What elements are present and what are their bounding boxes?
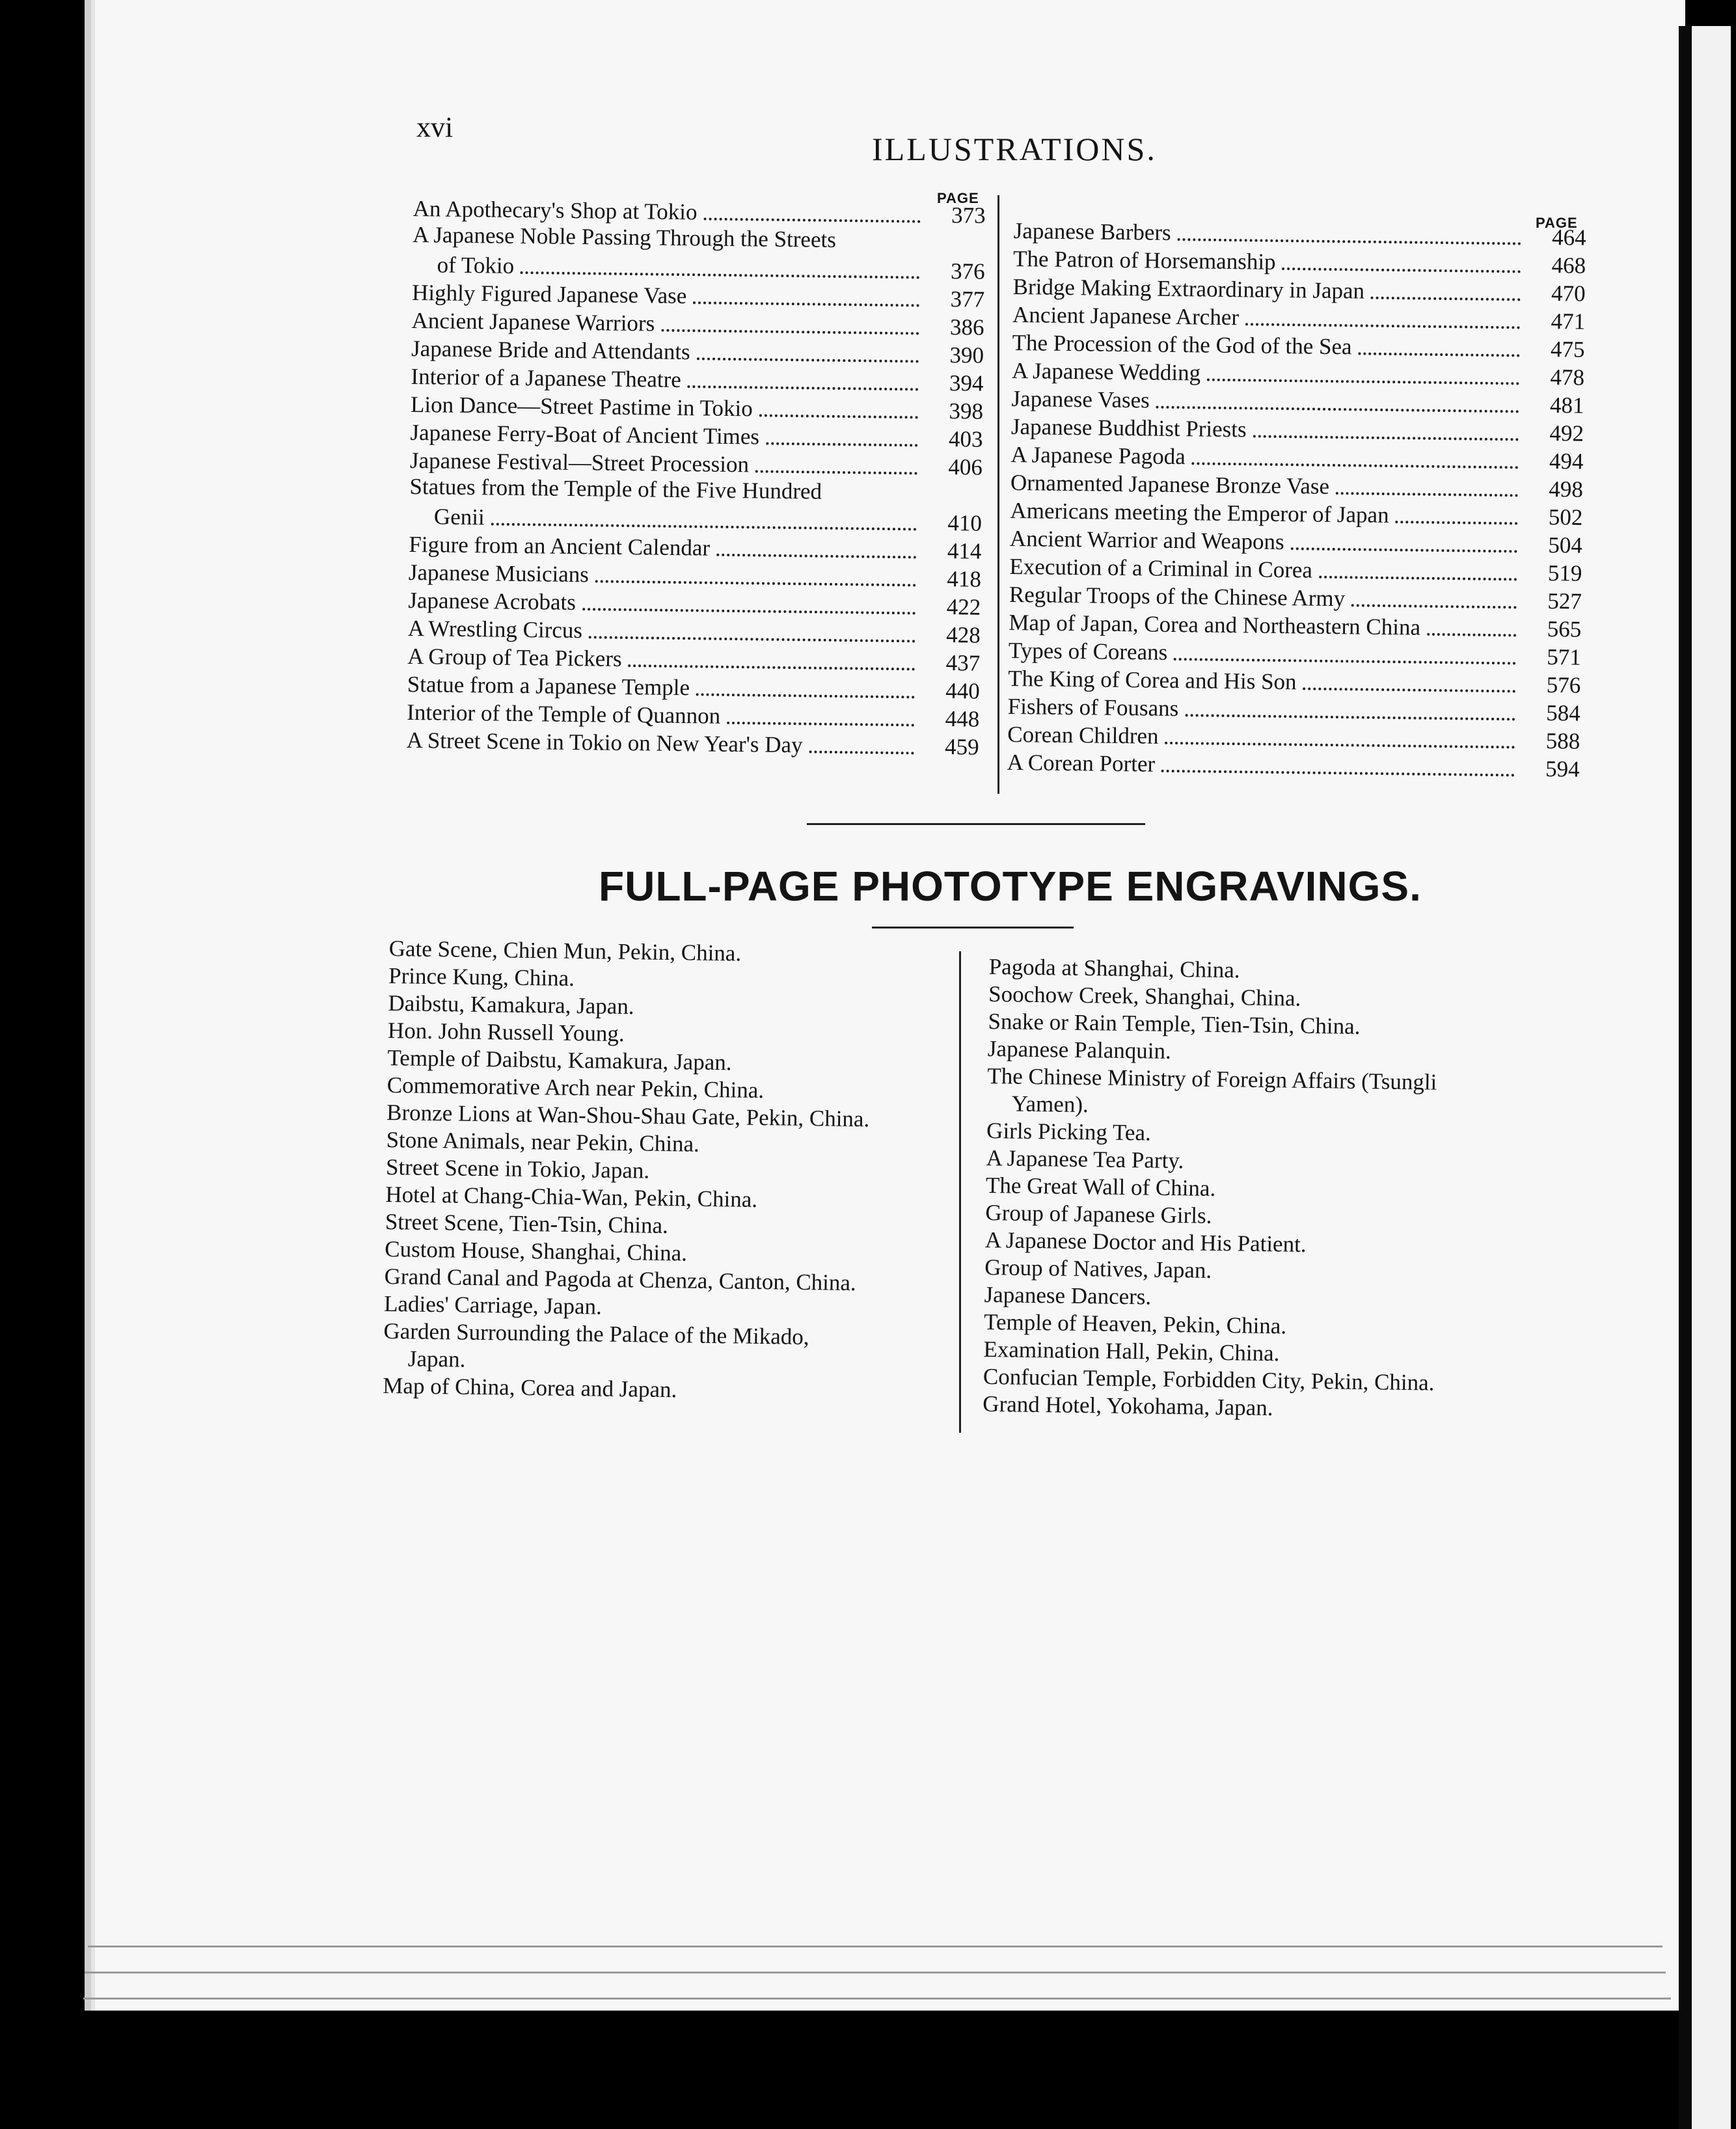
illustration-title: Lion Dance—Street Pastime in Tokio xyxy=(410,391,753,422)
dot-leader xyxy=(688,385,919,390)
illustration-title: A Japanese Wedding xyxy=(1011,357,1201,386)
illustration-title: Americans meeting the Emperor of Japan xyxy=(1010,497,1389,528)
page-ref: 481 xyxy=(1549,392,1584,418)
next-page-edge xyxy=(1679,26,1731,2129)
page-ref: 492 xyxy=(1549,420,1584,446)
page-ref: 386 xyxy=(949,314,984,340)
illustration-title: Japanese Acrobats xyxy=(408,587,576,616)
page-ref: 403 xyxy=(948,426,983,452)
dot-leader xyxy=(1161,770,1515,777)
dot-leader xyxy=(1319,576,1517,581)
illustration-title: Japanese Buddhist Priests xyxy=(1010,413,1247,442)
page-ref: 373 xyxy=(951,202,986,228)
illustration-title: Statues from the Temple of the Five Hundred xyxy=(409,473,822,504)
dot-leader xyxy=(1245,323,1520,329)
page-ref: 390 xyxy=(949,342,984,368)
illustration-title: An Apothecary's Shop at Tokio xyxy=(413,195,698,225)
engraving-entry: Grand Hotel, Yokohama, Japan. xyxy=(983,1390,1273,1421)
page-ref: 428 xyxy=(946,622,981,648)
engraving-entry: Gate Scene, Chien Mun, Pekin, China. xyxy=(388,936,742,966)
engraving-entry: The Great Wall of China. xyxy=(985,1172,1216,1201)
illustration-title: A Wrestling Circus xyxy=(407,615,583,644)
page-column-label: PAGE xyxy=(937,190,979,206)
dot-leader xyxy=(759,414,918,419)
engraving-entry: A Japanese Doctor and His Patient. xyxy=(984,1227,1307,1257)
engraving-entry: Map of China, Corea and Japan. xyxy=(383,1372,677,1403)
illustration-title: Japanese Ferry-Boat of Ancient Times xyxy=(410,419,760,450)
illustration-title: A Japanese Pagoda xyxy=(1010,441,1186,470)
page-ref: 406 xyxy=(948,454,983,480)
page-ref: 471 xyxy=(1551,308,1586,334)
illustration-title: The King of Corea and His Son xyxy=(1008,665,1297,695)
page-ref: 576 xyxy=(1546,672,1581,698)
dot-leader xyxy=(716,554,916,559)
engraving-entry: Bronze Lions at Wan-Shou-Shau Gate, Pekin, China. xyxy=(386,1099,870,1132)
illustration-title: A Japanese Noble Passing Through the Streets xyxy=(412,221,837,252)
engraving-entry: Garden Surrounding the Palace of the Mikado, xyxy=(383,1318,809,1350)
page-ref: 414 xyxy=(947,538,982,564)
dot-leader xyxy=(521,271,920,278)
engraving-entry: Hon. John Russell Young. xyxy=(387,1017,625,1047)
illustration-title: Japanese Festival—Street Procession xyxy=(409,447,750,478)
page-number: xvi xyxy=(416,111,454,143)
illustration-title: The Procession of the God of the Sea xyxy=(1012,329,1352,360)
illustration-title: Types of Coreans xyxy=(1008,637,1168,665)
engraving-entry: A Japanese Tea Party. xyxy=(986,1145,1184,1174)
engraving-entry: Pagoda at Shanghai, China. xyxy=(988,954,1240,983)
dot-leader xyxy=(491,522,917,530)
illustration-title: Japanese Vases xyxy=(1011,385,1150,413)
dot-leader xyxy=(1358,352,1519,357)
illustration-title: Figure from an Ancient Calendar xyxy=(409,531,711,561)
illustration-title: Ancient Warrior and Weapons xyxy=(1009,525,1284,555)
illustration-title: Ancient Japanese Archer xyxy=(1012,301,1240,331)
page-ref: 410 xyxy=(947,510,983,536)
page-ref: 394 xyxy=(949,370,984,396)
dot-leader xyxy=(697,357,919,362)
illustration-title: A Corean Porter xyxy=(1007,749,1156,777)
illustration-title-cont: of Tokio xyxy=(437,252,515,278)
engraving-entry: Soochow Creek, Shanghai, China. xyxy=(988,981,1301,1011)
engraving-entry: Snake or Rain Temple, Tien-Tsin, China. xyxy=(988,1008,1361,1039)
engravings-heading: FULL-PAGE PHOTOTYPE ENGRAVINGS. xyxy=(599,863,1422,910)
dot-leader xyxy=(1336,492,1518,496)
page-ref: 475 xyxy=(1550,336,1585,362)
illustration-title: Highly Figured Japanese Vase xyxy=(411,279,687,309)
page-ref: 448 xyxy=(945,706,980,732)
dot-leader xyxy=(1427,633,1516,637)
illustration-title: A Street Scene in Tokio on New Year's Day xyxy=(406,727,803,758)
illustration-title: Bridge Making Extraordinary in Japan xyxy=(1012,273,1365,304)
dot-leader xyxy=(1371,297,1521,301)
page-ref: 422 xyxy=(946,594,981,620)
dot-leader xyxy=(1165,742,1515,749)
illustration-title: Fishers of Fousans xyxy=(1007,693,1179,722)
dot-leader xyxy=(1156,406,1519,413)
page-ref: 418 xyxy=(947,566,982,592)
page-edge-line xyxy=(85,1972,1666,1973)
dot-leader xyxy=(766,442,917,447)
illustration-title: Statue from a Japanese Temple xyxy=(407,671,690,701)
dot-leader xyxy=(1351,604,1517,608)
engraving-entry: Confucian Temple, Forbidden City, Pekin, China. xyxy=(983,1363,1435,1396)
dot-leader xyxy=(1174,658,1516,664)
page-ref: 468 xyxy=(1551,252,1586,278)
illustration-title: Japanese Bride and Attendants xyxy=(411,335,690,365)
engraving-entry: Street Scene in Tokio, Japan. xyxy=(385,1154,650,1184)
illustration-title-cont: Genii xyxy=(433,504,485,530)
page-ref: 494 xyxy=(1549,448,1584,474)
engraving-entry: Japan. xyxy=(407,1346,466,1372)
dot-leader xyxy=(595,580,916,586)
engraving-entry: Custom House, Shanghai, China. xyxy=(385,1236,688,1266)
dot-leader xyxy=(1185,714,1515,720)
engraving-entry: Girls Picking Tea. xyxy=(986,1117,1152,1146)
illustration-title: Ancient Japanese Warriors xyxy=(411,307,655,336)
page-ref: 527 xyxy=(1547,588,1582,614)
page-ref: 498 xyxy=(1549,476,1584,502)
illustration-title: The Patron of Horsemanship xyxy=(1012,245,1276,275)
section-rule xyxy=(807,823,1145,825)
dot-leader xyxy=(1290,547,1517,552)
page-ref: 584 xyxy=(1545,700,1580,726)
engraving-entry: Temple of Daibstu, Kamakura, Japan. xyxy=(387,1044,732,1076)
illustration-title: Japanese Musicians xyxy=(408,559,590,588)
illustration-title: Interior of a Japanese Theatre xyxy=(411,363,682,393)
engraving-entry: Examination Hall, Pekin, China. xyxy=(983,1336,1280,1366)
engraving-entry: Temple of Heaven, Pekin, China. xyxy=(983,1309,1287,1339)
page-ref: 464 xyxy=(1551,224,1586,251)
page-ref: 478 xyxy=(1550,364,1585,390)
page-ref: 376 xyxy=(950,258,985,284)
page-ref: 565 xyxy=(1547,616,1582,642)
column-divider xyxy=(997,195,999,794)
dot-leader xyxy=(628,664,915,670)
page-ref: 437 xyxy=(945,650,981,676)
dot-leader xyxy=(1192,462,1519,468)
dot-leader xyxy=(703,217,920,223)
engraving-entry: Daibstu, Kamakura, Japan. xyxy=(388,990,634,1020)
engraving-entry: Prince Kung, China. xyxy=(388,962,575,991)
engraving-entry: The Chinese Ministry of Foreign Affairs (Tsungli xyxy=(987,1063,1437,1095)
illustrations-list-left xyxy=(406,194,985,761)
engraving-entry: Stone Animals, near Pekin, China. xyxy=(386,1126,700,1157)
column-divider xyxy=(959,951,961,1433)
dot-leader xyxy=(1395,521,1517,524)
page-ref: 440 xyxy=(945,678,980,704)
illustration-title: A Group of Tea Pickers xyxy=(407,643,622,671)
dot-leader xyxy=(809,750,914,754)
page-ref: 519 xyxy=(1547,560,1582,586)
page-edge-line xyxy=(83,1998,1671,2000)
dot-leader xyxy=(661,329,919,335)
dot-leader xyxy=(727,722,914,727)
dot-leader xyxy=(696,693,915,698)
dot-leader xyxy=(1253,435,1519,441)
dot-leader xyxy=(589,636,915,642)
engraving-entry: Yamen). xyxy=(1011,1091,1089,1118)
engraving-entry: Grand Canal and Pagoda at Chenza, Canton, China. xyxy=(384,1263,856,1296)
engraving-entry: Commemorative Arch near Pekin, China. xyxy=(387,1072,765,1104)
page-ref: 398 xyxy=(949,398,984,424)
page-ref: 502 xyxy=(1548,504,1583,530)
illustration-title: Execution of a Criminal in Corea xyxy=(1009,553,1313,583)
engraving-entry: Street Scene, Tien-Tsin, China. xyxy=(385,1208,669,1239)
page-ref: 588 xyxy=(1545,728,1580,754)
dot-leader xyxy=(755,470,917,474)
engravings-list-left xyxy=(383,936,962,1408)
dot-leader xyxy=(1303,687,1515,692)
page-ref: 504 xyxy=(1548,532,1583,558)
dot-leader xyxy=(1178,238,1521,245)
page-ref: 470 xyxy=(1551,280,1586,306)
engraving-entry: Group of Japanese Girls. xyxy=(985,1199,1212,1228)
engraving-entry: Hotel at Chang-Chia-Wan, Pekin, China. xyxy=(385,1181,758,1212)
page-ref: 594 xyxy=(1545,756,1580,782)
illustration-title: Ornamented Japanese Bronze Vase xyxy=(1010,469,1330,499)
engraving-entry: Japanese Dancers. xyxy=(984,1281,1152,1310)
page-edge-line xyxy=(88,1946,1662,1947)
illustration-title: Regular Troops of the Chinese Army xyxy=(1009,581,1346,612)
engraving-entry: Group of Natives, Japan. xyxy=(984,1254,1212,1283)
engraving-entry: Ladies' Carriage, Japan. xyxy=(383,1290,603,1320)
page-ref: 377 xyxy=(950,286,985,312)
page-ref: 571 xyxy=(1547,644,1582,670)
engravings-list-right xyxy=(983,954,1562,1426)
engraving-entry: Japanese Palanquin. xyxy=(987,1035,1172,1064)
illustration-title: Interior of the Temple of Quannon xyxy=(407,699,721,729)
dot-leader xyxy=(1282,267,1521,273)
dot-leader xyxy=(693,301,919,306)
page-ref: 459 xyxy=(944,734,979,760)
illustration-title: Corean Children xyxy=(1007,721,1159,749)
dot-leader xyxy=(1207,379,1519,385)
page-column-label: PAGE xyxy=(1536,215,1578,231)
dot-leader xyxy=(582,608,915,614)
heading-rule xyxy=(872,927,1074,929)
section-title: ILLUSTRATIONS. xyxy=(872,131,1157,167)
illustration-title: Map of Japan, Corea and Northeastern China xyxy=(1009,609,1421,640)
illustrations-list-right xyxy=(1007,216,1586,783)
illustration-title: Japanese Barbers xyxy=(1013,217,1171,245)
